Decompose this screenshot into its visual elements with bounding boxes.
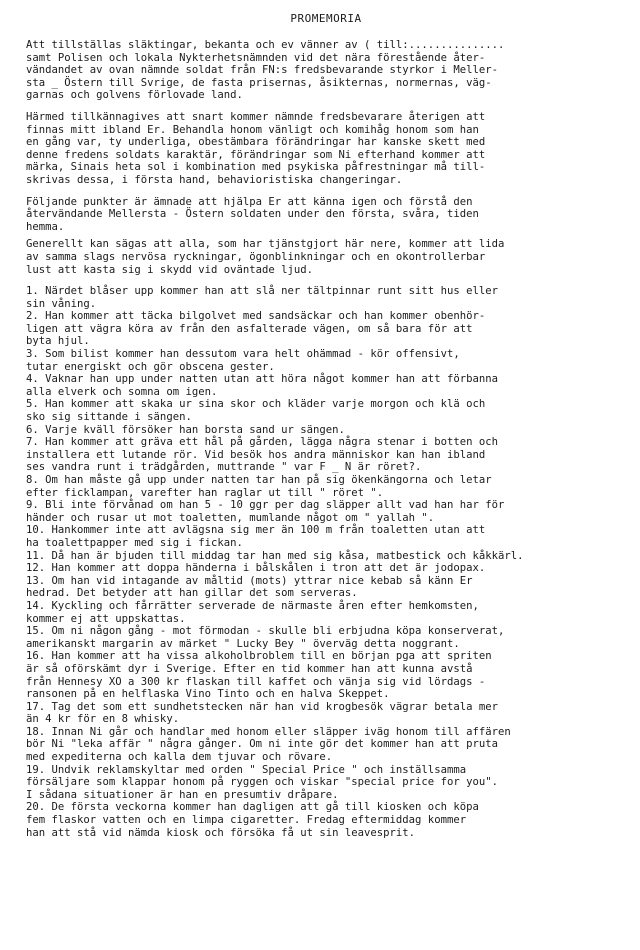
text-line: är så oförskämt dyr i Sverige. Efter en tid kommer han att kunna avstå (26, 662, 473, 675)
memo-point (26, 524, 626, 549)
memo-point (26, 726, 626, 764)
memo-points-list (26, 285, 626, 839)
intro-paragraph (26, 39, 626, 102)
text-line: alla elverk och somna om igen. (26, 385, 218, 398)
text-line: denne fredens soldats karaktär, förändringar som Ni efterhand kommer att (26, 148, 486, 161)
text-line: sko sig sittande i sängen. (26, 411, 192, 424)
memo-point (26, 575, 626, 600)
text-line: händer och rusar ut mot toaletten, mumlande något om " yallah ". (26, 511, 435, 524)
text-line: 4. Vaknar han upp under natten utan att höra något kommer han att förbanna (26, 373, 498, 386)
memo-point (26, 436, 626, 474)
memo-point (26, 373, 626, 398)
memo-point (26, 562, 626, 575)
text-line: samt Polisen och lokala Nykterhetsnämnden vid det nära förestående åter- (26, 51, 486, 64)
memo-point (26, 398, 626, 423)
text-line: hemma. (26, 220, 65, 233)
text-line: kommer ej att uppskattas. (26, 612, 186, 625)
text-line: fem flaskor vatten och en limpa cigaretter. Fredag eftermiddag kommer (26, 814, 467, 827)
memo-point (26, 285, 626, 310)
text-line: ransonen på en helflaska Vino Tinto och en halva Skeppet. (26, 688, 390, 701)
text-line: amerikanskt margarin av märket " Lucky Bey " överväg detta noggrant. (26, 637, 460, 650)
text-line: 19. Undvik reklamskyltar med orden " Special Price " och inställsamma (26, 763, 467, 776)
text-line: 13. Om han vid intagande av måltid (mots) yttrar nice kebab så känn Er (26, 574, 473, 587)
text-line: 15. Om ni någon gång - mot förmodan - skulle bli erbjudna köpa konserverat, (26, 625, 505, 638)
text-line: Härmed tillkännagives att snart kommer nämnde fredsbevarare återigen att (26, 110, 486, 123)
memo-title: PROMEMORIA (290, 12, 362, 25)
memo-point (26, 474, 626, 499)
text-line: 9. Bli inte förvånad om han 5 - 10 ggr per dag släpper allt vad han har för (26, 499, 505, 512)
text-line: byta hjul. (26, 335, 90, 348)
text-line: från Hennesy XO a 300 kr flaskan till kaffet och vänja sig vid lördags - (26, 675, 486, 688)
text-line: Att tillställas släktingar, bekanta och ev vänner av ( till:............... (26, 39, 505, 51)
text-line: 20. De första veckorna kommer han dagligen att gå till kiosken och köpa (26, 801, 479, 814)
text-line: bör Ni "leka affär " några gånger. Om ni inte gör det kommer han att pruta (26, 738, 498, 751)
text-line: installera ett lutande rör. Vid besök hos andra människor kan han ibland (26, 448, 486, 461)
text-line: 2. Han kommer att täcka bilgolvet med sandsäckar och han kommer obenhör- (26, 310, 486, 323)
intro-paragraph (26, 196, 626, 234)
text-line: 17. Tag det som ett sundhetstecken när han vid krogbesök vägrar betala mer (26, 700, 498, 713)
text-line: försäljare som klappar honom på ryggen och viskar "special price for you". (26, 776, 498, 789)
memo-point (26, 764, 626, 802)
text-line: ligen att vägra köra av från den asfalterade vägen, om så bara för att (26, 322, 473, 335)
text-line: än 4 kr för en 8 whisky. (26, 713, 180, 726)
intro-paragraph (26, 238, 626, 276)
text-line: ses vandra runt i trädgården, muttrande " var F _ N är röret?. (26, 461, 422, 474)
memo-point (26, 701, 626, 726)
text-line: en gång var, ty underliga, obestämbara förändringar har kanske skett med (26, 136, 486, 149)
memo-point (26, 650, 626, 700)
text-line: 6. Varje kväll försöker han borsta sand ur sängen. (26, 423, 345, 436)
text-line: av samma slags nervösa ryckningar, ögonblinkningar och en okontrollerbar (26, 250, 486, 263)
text-line: ha toalettpapper med sig i fickan. (26, 536, 243, 549)
text-line: vändandet av ovan nämnde soldat från FN:s fredsbevarande styrkor i Meller- (26, 64, 498, 77)
memo-point (26, 550, 626, 563)
text-line: 7. Han kommer att gräva ett hål på gården, lägga några stenar i botten och (26, 436, 498, 449)
memo-intro (26, 39, 626, 276)
text-line: sta _ Östern till Svrige, de fasta prisernas, åsikternas, normernas, väg- (26, 76, 492, 89)
text-line: 18. Innan Ni går och handlar med honom eller släpper iväg honom till affären (26, 725, 511, 738)
text-line: han att stå vid nämda kiosk och försöka få ut sin leavesprit. (26, 826, 416, 839)
text-line: återvändande Mellersta - Östern soldaten under den första, svåra, tiden (26, 208, 479, 221)
intro-paragraph (26, 111, 626, 187)
memo-point (26, 499, 626, 524)
text-line: skrivas dessa, i första hand, behavioristiska changeringar. (26, 173, 403, 186)
text-line: 11. Då han är bjuden till middag tar han med sig kåsa, matbestick och kåkkärl. (26, 549, 524, 562)
text-line: tutar energiskt och gör obscena gester. (26, 360, 275, 373)
text-line: Följande punkter är ämnade att hjälpa Er att känna igen och förstå den (26, 195, 473, 208)
memo-point (26, 625, 626, 650)
text-line: 1. Närdet blåser upp kommer han att slå ner tältpinnar runt sitt hus eller (26, 285, 498, 298)
text-line: finnas mitt ibland Er. Behandla honom vänligt och komihåg honom som han (26, 123, 479, 136)
memo-point (26, 600, 626, 625)
text-line: märka, Sinais heta sol i kombination med psykiska påfrestningar må till- (26, 161, 486, 174)
text-line: 16. Han kommer att ha vissa alkoholbroblem till en början pga att spriten (26, 650, 492, 663)
text-line: garnas och golvens förlovade land. (26, 89, 243, 102)
text-line: efter ficklampan, varefter han raglar ut till " röret ". (26, 486, 384, 499)
text-line: 12. Han kommer att doppa händerna i bålskålen i tron att det är jodopax. (26, 562, 486, 575)
text-line: 3. Som bilist kommer han dessutom vara helt ohämmad - kör offensivt, (26, 348, 460, 361)
text-line: Generellt kan sägas att alla, som har tjänstgjort här nere, kommer att lida (26, 238, 505, 251)
text-line: 5. Han kommer att skaka ur sina skor och kläder varje morgon och klä och (26, 398, 486, 411)
memo-point (26, 801, 626, 839)
text-line: 8. Om han måste gå upp under natten tar han på sig ökenkängorna och letar (26, 474, 492, 486)
text-line: med expediterna och kalla dem tjuvar och rövare. (26, 751, 333, 764)
memo-point (26, 348, 626, 373)
memo-point (26, 310, 626, 348)
text-line: lust att kasta sig i skydd vid oväntade ljud. (26, 263, 314, 276)
text-line: I sådana situationer är han en presumtiv dråpare. (26, 788, 339, 801)
memo-point (26, 424, 626, 437)
text-line: 14. Kyckling och fårrätter serverade de närmaste åren efter hemkomsten, (26, 599, 479, 612)
text-line: sin våning. (26, 297, 97, 310)
text-line: hedrad. Det betyder att han gillar det som serveras. (26, 587, 358, 600)
text-line: 10. Hankommer inte att avlägsna sig mer än 100 m från toaletten utan att (26, 524, 486, 537)
